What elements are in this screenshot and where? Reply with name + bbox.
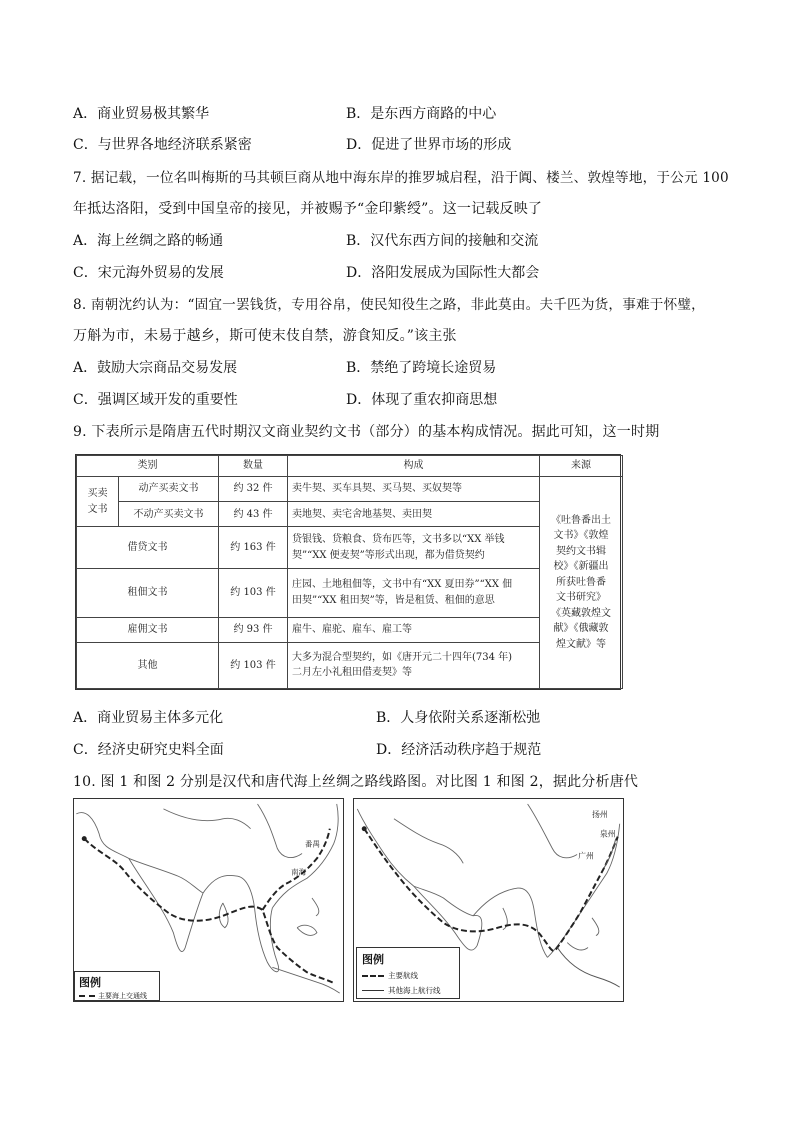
legend-entry: 其他海上航行线: [362, 985, 454, 996]
count-cell: 约 43 件: [219, 502, 288, 527]
composition-cell: 贷银钱、贷粮食、贷布匹等，文书多以“XX 举钱 契”“XX 便麦契”等形式出现，都为借贷契约: [288, 527, 540, 569]
source-cell: 《吐鲁番出土 文书》《敦煌 契约文书辑 校》《新疆出 所获吐鲁番 文书研究》 《英藏敦煌文 献》《俄藏敦 煌文献》等: [540, 476, 623, 688]
q9-option-b[interactable]: B．人身依附关系逐渐松弛: [376, 710, 541, 726]
q10-stem: 10. 图 1 和图 2 分别是汉代和唐代海上丝绸之路线路图。对比图 1 和图 2，据此分析唐代: [73, 774, 639, 790]
tang-route-map: [353, 798, 624, 1002]
count-cell: 约 93 件: [219, 617, 288, 642]
q6-option-b[interactable]: B．是东西方商路的中心: [346, 106, 497, 122]
count-cell: 约 103 件: [219, 642, 288, 688]
q9-option-c[interactable]: C．经济史研究史料全面: [73, 742, 224, 758]
map2-label-yangzhou: 扬州: [591, 809, 608, 819]
count-cell: 约 32 件: [219, 476, 288, 501]
han-route-map: [73, 798, 344, 1002]
map2-legend: 图例 主要航线 其他海上航行线: [356, 947, 460, 999]
q8-option-d[interactable]: D．体现了重农抑商思想: [346, 392, 498, 408]
legend-entry: 主要航线: [362, 970, 454, 981]
q8-option-a[interactable]: A．鼓励大宗商品交易发展: [73, 360, 238, 376]
q7-option-b[interactable]: B．汉代东西方间的接触和交流: [346, 233, 539, 249]
count-cell: 约 103 件: [219, 569, 288, 617]
composition-cell: 卖牛契、买车具契、买马契、买奴契等: [288, 476, 540, 501]
q7-stem-line1: 7. 据记载，一位名叫梅斯的马其顿巨商从地中海东岸的推罗城启程，沿于阗、楼兰、敦煌等地，于公元 100: [73, 170, 729, 186]
solid-line-icon: [362, 990, 384, 991]
tang-map-port-marker: [362, 826, 367, 831]
group-label: 买卖 文书: [77, 476, 119, 526]
q9-stem: 9. 下表所示是隋唐五代时期汉文商业契约文书（部分）的基本构成情况。据此可知，这一时期: [73, 424, 660, 440]
q6-option-a[interactable]: A．商业贸易极其繁华: [73, 106, 210, 122]
header-source: 来源: [540, 456, 623, 477]
category-cell: 租佃文书: [77, 569, 219, 617]
legend-entry: 主要海上交通线: [79, 991, 155, 1001]
q7-option-c[interactable]: C．宋元海外贸易的发展: [73, 265, 224, 281]
map1-label-nanhai: 南海: [291, 867, 306, 877]
q8-option-c[interactable]: C．强调区域开发的重要性: [73, 392, 238, 408]
count-cell: 约 163 件: [219, 527, 288, 569]
q8-stem-line1: 8. 南朝沈约认为：“固宜一罢钱货，专用谷帛，使民知役生之路，非此莫由。夫千匹为货，事难于怀璧，: [73, 297, 705, 313]
q7-stem-line2: 年抵达洛阳，受到中国皇帝的接见，并被赐予“金印紫绶”。这一记载反映了: [73, 201, 543, 217]
map2-label-quanzhou: 泉州: [599, 829, 616, 839]
category-cell: 其他: [77, 642, 219, 688]
category-cell: 不动产买卖文书: [119, 502, 219, 527]
table-header-row: [77, 456, 623, 477]
q8-stem-line2: 万斛为市，未易于越乡，斯可使末伎自禁，游食知反。”该主张: [73, 328, 457, 344]
category-cell: 借贷文书: [77, 527, 219, 569]
q9-option-a[interactable]: A．商业贸易主体多元化: [73, 710, 224, 726]
header-category: 类别: [77, 456, 219, 477]
q7-option-a[interactable]: A．海上丝绸之路的畅通: [73, 233, 224, 249]
composition-cell: 雇牛、雇驼、雇车、雇工等: [288, 617, 540, 642]
map2-label-guangzhou: 广州: [578, 851, 594, 861]
q7-option-d[interactable]: D．洛阳发展成为国际性大都会: [346, 265, 540, 281]
dashed-line-icon: [362, 975, 384, 977]
q8-option-b[interactable]: B．禁绝了跨境长途贸易: [346, 360, 497, 376]
category-cell: 雇佣文书: [77, 617, 219, 642]
composition-cell: 大多为混合型契约，如《唐开元二十四年(734 年) 二月左小礼租田借麦契》等: [288, 642, 540, 688]
category-cell: 动产买卖文书: [119, 476, 219, 501]
map1-label-panyu: 番禺: [305, 839, 320, 849]
table-row: [77, 476, 623, 501]
q6-option-d[interactable]: D．促进了世界市场的形成: [346, 137, 512, 153]
contract-table: [75, 454, 621, 690]
header-count: 数量: [219, 456, 288, 477]
dashed-line-icon: [79, 995, 95, 997]
composition-cell: 卖地契、卖宅舍地基契、卖田契: [288, 502, 540, 527]
header-composition: 构成: [288, 456, 540, 477]
han-map-port-marker: [82, 836, 87, 841]
composition-cell: 庄园、土地租佃等，文书中有“XX 夏田券”“XX 佃 田契”“XX 租田契”等，皆是租赁、租佃的意思: [288, 569, 540, 617]
q9-option-d[interactable]: D．经济活动秩序趋于规范: [376, 742, 542, 758]
map1-legend: 图例 主要海上交通线: [74, 971, 160, 1001]
q6-option-c[interactable]: C．与世界各地经济联系紧密: [73, 137, 252, 153]
